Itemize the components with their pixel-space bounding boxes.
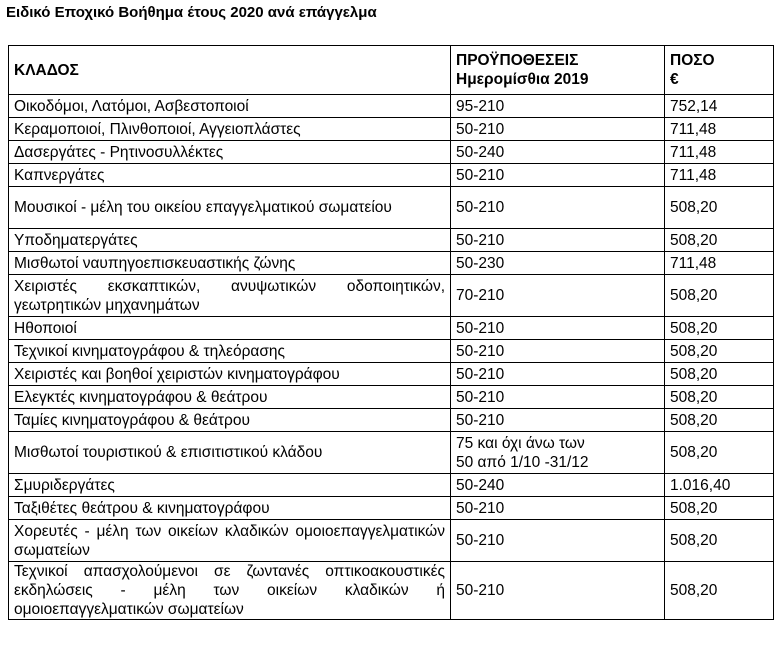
cell-conditions	[451, 432, 665, 474]
cell-conditions: 50-210	[451, 363, 665, 386]
cell-conditions: 50-210	[451, 340, 665, 363]
cell-klados: Οικοδόμοι, Λατόμοι, Ασβεστοποιοί	[9, 95, 451, 118]
cell-klados: Καπνεργάτες	[9, 164, 451, 187]
header-proypotheseis-line1: ΠΡΟΫΠΟΘΕΣΕΙΣ	[456, 52, 579, 69]
cell-conditions: 50-210	[451, 118, 665, 141]
header-poso-line2: €	[670, 71, 679, 88]
cell-amount: 508,20	[665, 562, 774, 620]
cell-klados: Υποδηματεργάτες	[9, 229, 451, 252]
cell-amount: 508,20	[665, 340, 774, 363]
cell-amount: 1.016,40	[665, 474, 774, 497]
table-row	[9, 252, 774, 275]
cell-amount: 508,20	[665, 229, 774, 252]
table-row	[9, 164, 774, 187]
table-row	[9, 118, 774, 141]
cell-klados: Ταξιθέτες θεάτρου & κινηματογράφου	[9, 497, 451, 520]
cell-klados: Δασεργάτες - Ρητινοσυλλέκτες	[9, 141, 451, 164]
cell-amount: 508,20	[665, 317, 774, 340]
table-row	[9, 562, 774, 620]
cell-klados: Κεραμοποιοί, Πλινθοποιοί, Αγγειοπλάστες	[9, 118, 451, 141]
cell-conditions: 95-210	[451, 95, 665, 118]
cell-amount: 711,48	[665, 252, 774, 275]
table-row	[9, 141, 774, 164]
table-row	[9, 386, 774, 409]
header-proypotheseis	[451, 46, 665, 95]
cell-klados: Ελεγκτές κινηματογράφου & θεάτρου	[9, 386, 451, 409]
cell-klados: Τεχνικοί κινηματογράφου & τηλεόρασης	[9, 340, 451, 363]
table-row	[9, 474, 774, 497]
table-header-row	[9, 46, 774, 95]
cell-amount: 508,20	[665, 386, 774, 409]
cell-amount: 508,20	[665, 363, 774, 386]
cell-conditions: 50-210	[451, 229, 665, 252]
cell-conditions: 50-240	[451, 141, 665, 164]
cell-klados: Τεχνικοί απασχολούμενοι σε ζωντανές οπτικοακουστικές εκδηλώσεις - μέλη των οικείων κλαδικών ή ομοιοεπαγγελματικών σωματείων	[9, 562, 451, 620]
cell-klados: Χειριστές εκσκαπτικών, ανυψωτικών οδοποιητικών, γεωτρητικών μηχανημάτων	[9, 275, 451, 317]
cell-amount: 508,20	[665, 497, 774, 520]
cell-amount: 711,48	[665, 164, 774, 187]
table-row	[9, 95, 774, 118]
cell-conditions: 50-210	[451, 520, 665, 562]
cell-klados: Σμυριδεργάτες	[9, 474, 451, 497]
header-klados: ΚΛΑΔΟΣ	[9, 46, 451, 95]
table-row	[9, 497, 774, 520]
table-row	[9, 363, 774, 386]
cell-klados: Ταμίες κινηματογράφου & θεάτρου	[9, 409, 451, 432]
cell-klados: Μουσικοί - μέλη του οικείου επαγγελματικού σωματείου	[9, 187, 451, 229]
cell-amount: 508,20	[665, 275, 774, 317]
cell-amount: 711,48	[665, 118, 774, 141]
header-proypotheseis-line2: Ημερομίσθια 2019	[456, 71, 589, 88]
header-poso-line1: ΠΟΣΟ	[670, 52, 715, 69]
cell-conditions: 50-210	[451, 187, 665, 229]
cell-conditions: 50-230	[451, 252, 665, 275]
table-row	[9, 432, 774, 474]
cell-conditions: 50-210	[451, 386, 665, 409]
cell-conditions: 50-240	[451, 474, 665, 497]
cell-amount: 508,20	[665, 432, 774, 474]
cell-amount: 508,20	[665, 409, 774, 432]
cell-conditions: 50-210	[451, 317, 665, 340]
cell-conditions: 70-210	[451, 275, 665, 317]
cell-klados: Ηθοποιοί	[9, 317, 451, 340]
table-row	[9, 409, 774, 432]
cell-conditions: 50-210	[451, 497, 665, 520]
page-title: Ειδικό Εποχικό Βοήθημα έτους 2020 ανά επάγγελμα	[6, 4, 377, 21]
cell-klados: Μισθωτοί ναυπηγοεπισκευαστικής ζώνης	[9, 252, 451, 275]
table-row	[9, 340, 774, 363]
table-row	[9, 187, 774, 229]
cell-klados: Μισθωτοί τουριστικού & επισιτιστικού κλάδου	[9, 432, 451, 474]
cell-conditions: 50-210	[451, 562, 665, 620]
cell-amount: 508,20	[665, 520, 774, 562]
cell-klados: Χειριστές και βοηθοί χειριστών κινηματογράφου	[9, 363, 451, 386]
header-poso	[665, 46, 774, 95]
cell-amount: 711,48	[665, 141, 774, 164]
cell-amount: 752,14	[665, 95, 774, 118]
cell-conditions-line2: 50 από 1/10 -31/12	[456, 453, 589, 471]
cell-klados: Χορευτές - μέλη των οικείων κλαδικών ομοιοεπαγγελματικών σωματείων	[9, 520, 451, 562]
cell-conditions-line1: 75 και όχι άνω των	[456, 434, 585, 452]
table-row	[9, 229, 774, 252]
table-row	[9, 520, 774, 562]
allowance-table	[8, 45, 774, 620]
cell-conditions: 50-210	[451, 409, 665, 432]
table-row	[9, 317, 774, 340]
table-row	[9, 275, 774, 317]
cell-conditions: 50-210	[451, 164, 665, 187]
cell-amount: 508,20	[665, 187, 774, 229]
